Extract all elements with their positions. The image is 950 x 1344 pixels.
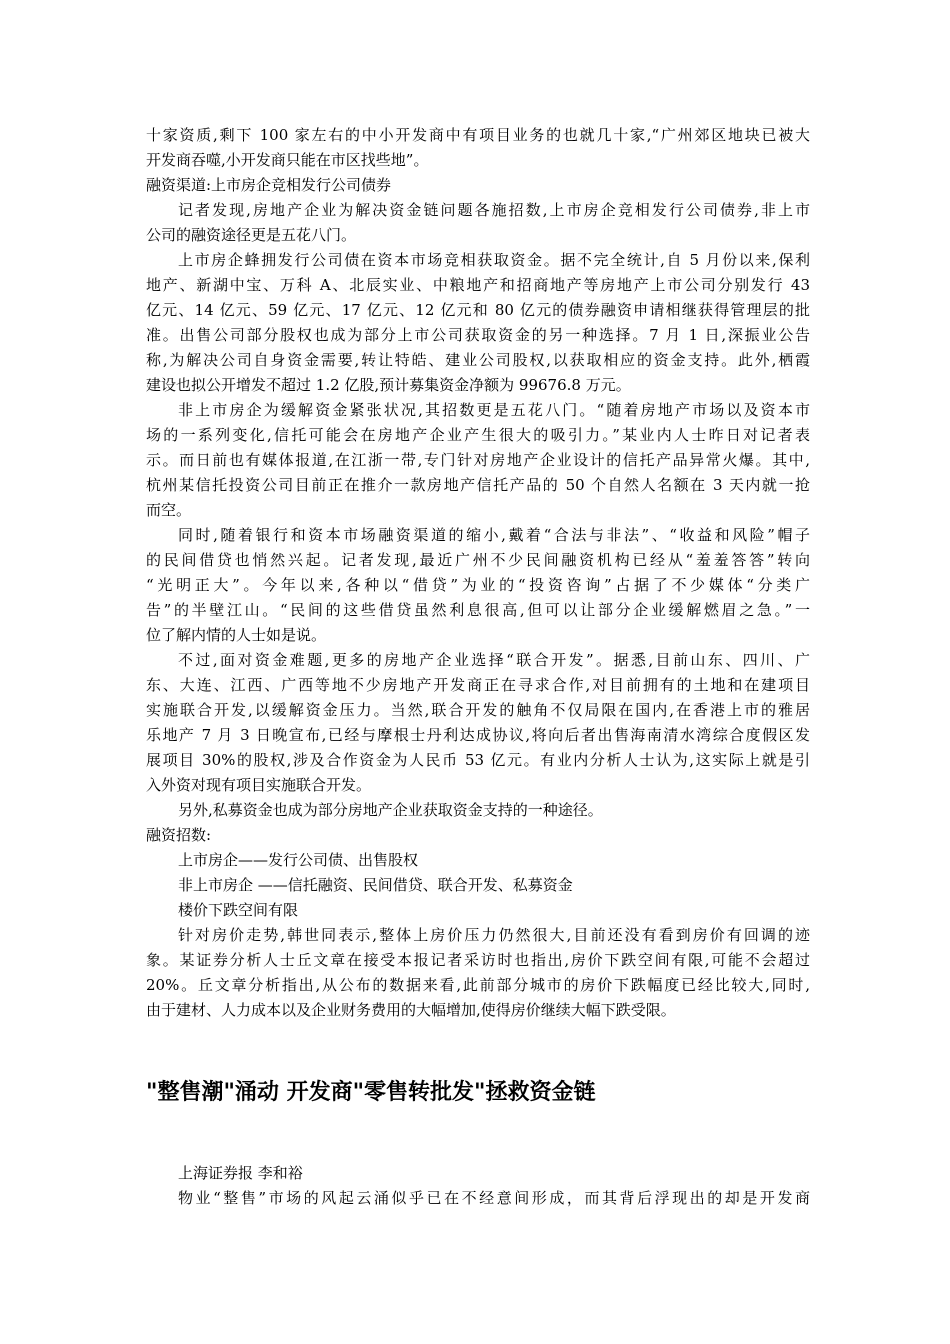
text-line: 告”的半壁江山。“民间的这些借贷虽然利息很高,但可以让部分企业缓解燃眉之急。”一 (146, 601, 810, 619)
list-item: 非上市房企 ——信托融资、民间借贷、联合开发、私募资金 (178, 876, 573, 894)
text-line: 记者发现,房地产企业为解决资金链问题各施招数,上市房企竞相发行公司债券,非上市 (178, 201, 810, 219)
text-line: 的民间借贷也悄然兴起。记者发现,最近广州不少民间融资机构已经从“羞羞答答”转向 (146, 551, 810, 569)
text-line: 亿元、14 亿元、59 亿元、17 亿元、12 亿元和 80 亿元的债券融资申请相继获得管理层的批 (146, 301, 810, 319)
article-heading: "整售潮"涌动 开发商"零售转批发"拯救资金链 (146, 1080, 596, 1105)
byline: 上海证券报 李和裕 (178, 1164, 303, 1182)
text-line: 物业“整售”市场的风起云涌似乎已在不经意间形成，而其背后浮现出的却是开发商 (178, 1189, 810, 1207)
text-line: 公司的融资途径更是五花八门。 (146, 226, 357, 244)
text-line: 同时,随着银行和资本市场融资渠道的缩小,戴着“合法与非法”、“收益和风险”帽子 (178, 526, 810, 544)
text-line: 20%。丘文章分析指出,从公布的数据来看,此前部分城市的房价下跌幅度已经比较大,同时, (146, 976, 810, 994)
text-line: 入外资对现有项目实施联合开发。 (146, 776, 372, 794)
section-subheading: 融资渠道:上市房企竞相发行公司债券 (146, 176, 392, 194)
text-line: 开发商吞噬,小开发商只能在市区找些地”。 (146, 151, 429, 169)
text-line: “光明正大”。今年以来,各种以“借贷”为业的“投资咨询”占据了不少媒体“分类广 (146, 576, 810, 594)
text-line: 实施联合开发,以缓解资金压力。当然,联合开发的触角不仅局限在国内,在香港上市的雅居 (146, 701, 810, 719)
text-line: 针对房价走势,韩世同表示,整体上房价压力仍然很大,目前还没有看到房价有回调的迹 (178, 926, 810, 944)
text-line: 建设也拟公开增发不超过 1.2 亿股,预计募集资金净额为 99676.8 万元。 (146, 376, 631, 394)
text-line: 而空。 (146, 501, 192, 519)
text-line: 乐地产 7 月 3 日晚宣布,已经与摩根士丹利达成协议,将向后者出售海南清水湾综合度假区发 (146, 726, 810, 744)
list-item: 上市房企——发行公司债、出售股权 (178, 851, 419, 869)
section-subheading: 融资招数: (146, 826, 212, 844)
text-line: 场的一系列变化,信托可能会在房地产企业产生很大的吸引力。”某业内人士昨日对记者表 (146, 426, 810, 444)
article-intro (146, 1161, 810, 1211)
text-line: 非上市房企为缓解资金紧张状况,其招数更是五花八门。“随着房地产市场以及资本市 (178, 401, 810, 419)
text-line: 杭州某信托投资公司目前正在推介一款房地产信托产品的 50 个自然人名额在 3 天内就一抢 (146, 476, 810, 494)
text-line: 不过,面对资金难题,更多的房地产企业选择“联合开发”。据悉,目前山东、四川、广 (178, 651, 810, 669)
text-line: 象。某证券分析人士丘文章在接受本报记者采访时也指出,房价下跌空间有限,可能不会超过 (146, 951, 810, 969)
section-subheading: 楼价下跌空间有限 (178, 901, 299, 919)
text-line: 地产、新湖中宝、万科 A、北辰实业、中粮地产和招商地产等房地产上市公司分别发行 43 (146, 276, 810, 294)
text-line: 上市房企蜂拥发行公司债在资本市场竞相获取资金。据不完全统计,自 5 月份以来,保利 (178, 251, 810, 269)
text-line: 准。出售公司部分股权也成为部分上市公司获取资金的另一种选择。7 月 1 日,深振业公告 (146, 326, 810, 344)
text-line: 十家资质,剩下 100 家左右的中小开发商中有项目业务的也就几十家,“广州郊区地块已被大 (146, 126, 810, 144)
text-line: 东、大连、江西、广西等地不少房地产开发商正在寻求合作,对目前拥有的土地和在建项目 (146, 676, 810, 694)
text-line: 位了解内情的人士如是说。 (146, 626, 327, 644)
text-line: 示。而日前也有媒体报道,在江浙一带,专门针对房地产企业设计的信托产品异常火爆。其中, (146, 451, 810, 469)
article-body-continued (146, 123, 810, 1023)
text-line: 由于建材、人力成本以及企业财务费用的大幅增加,使得房价继续大幅下跌受限。 (146, 1001, 676, 1019)
text-line: 称,为解决公司自身资金需要,转让特皓、建业公司股权,以获取相应的资金支持。此外,栖霞 (146, 351, 810, 369)
text-line: 另外,私募资金也成为部分房地产企业获取资金支持的一种途径。 (178, 801, 603, 819)
text-line: 展项目 30%的股权,涉及合作资金为人民币 53 亿元。有业内分析人士认为,这实际上就是引 (146, 751, 810, 769)
